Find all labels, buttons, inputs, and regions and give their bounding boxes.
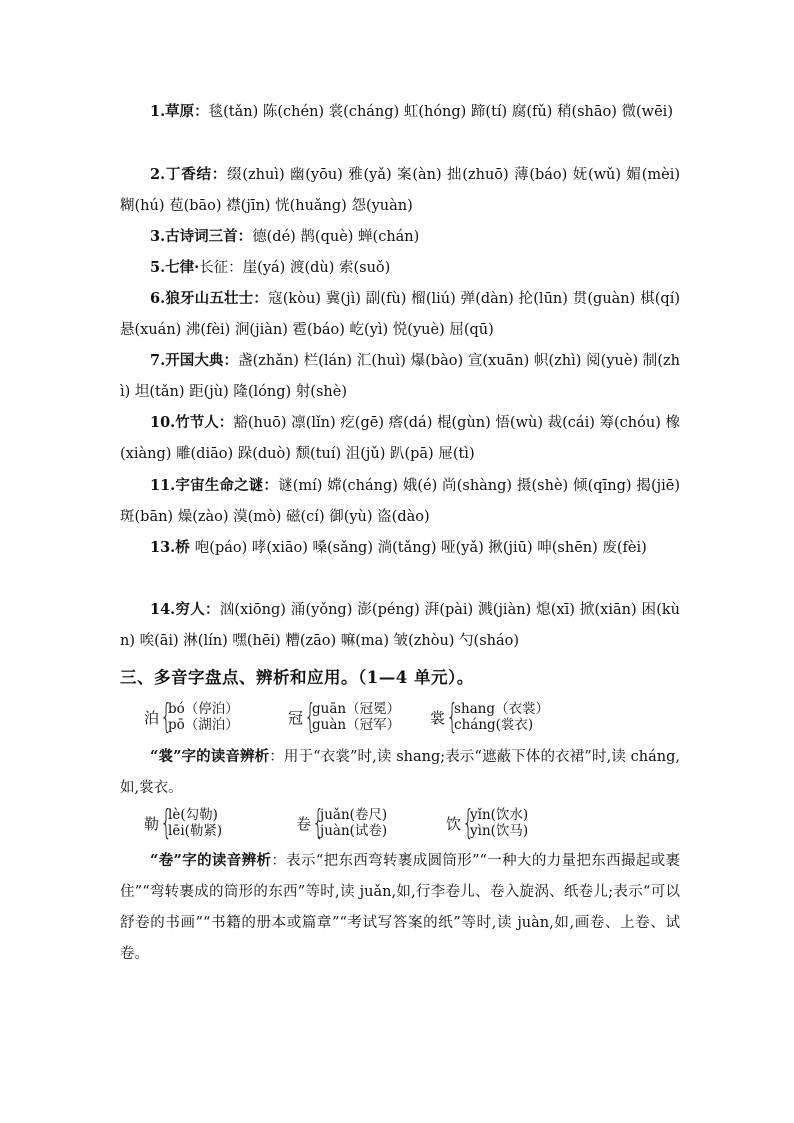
lesson-text: 毯(tǎn) 陈(chén) 裳(cháng) 虹(hóng) 蹄(tí) 腐(fǔ) 稍(shāo) 微(wēi) <box>208 104 673 120</box>
lesson-title: 11.宇宙生命之谜： <box>150 477 279 494</box>
lesson-entry <box>120 221 680 253</box>
lesson-title: 1.草原： <box>150 103 209 120</box>
lesson-entry <box>120 96 680 128</box>
lesson-text: 缀(zhuì) 幽(yōu) 雅(yǎ) 案(àn) 拙(zhuō) 薄(báo) 妩(wǔ) 媚(mèi) 糊(hú) 苞(bāo) 襟(jīn) 恍(huǎng) 怨(yuàn) <box>120 167 680 214</box>
polyphone-char: 饮 <box>446 814 462 833</box>
polyphone-group <box>430 697 549 737</box>
reading: yǐn(饮水) <box>470 807 529 823</box>
lesson-title: 3.古诗词三首： <box>150 228 253 245</box>
lesson-title: 6.狼牙山五壮士： <box>150 290 269 307</box>
lesson-title: 13.桥 <box>150 539 195 556</box>
lesson-text: 长征：崖(yá) 渡(dù) 索(suǒ) <box>199 260 391 276</box>
lesson-text: 谜(mí) 嫦(cháng) 娥(é) 尚(shàng) 摄(shè) 倾(qīng) 揭(jiē) 斑(bān) 燥(zào) 漠(mò) 磁(cí) 御(yù) 盗(dào) <box>120 478 680 525</box>
reading-list <box>470 807 528 839</box>
note-text: ：用于“衣裳”时,读 shang;表示“遮蔽下体的衣裙”时,读 cháng,如,裳衣。 <box>120 749 680 796</box>
polyphone-group <box>446 803 528 843</box>
lesson-text: 汹(xiōng) 涌(yǒng) 澎(péng) 湃(pài) 溅(jiàn) 熄(xī) 掀(xiān) 困(kùn) 唉(āi) 淋(lín) 嘿(hēi) 糟(zāo) 嘛(ma) 皱(zhòu) 勺(sháo) <box>120 602 680 649</box>
lesson-text: 德(dé) 鹊(què) 蝉(chán) <box>252 229 420 245</box>
reading: lè(勾勒) <box>168 807 218 823</box>
reading: juǎn(卷尺) <box>320 807 388 823</box>
brace-icon: { <box>462 803 475 843</box>
reading: cháng(裳衣) <box>454 717 534 733</box>
polyphone-char: 泊 <box>144 708 160 727</box>
reading: juàn(试卷) <box>320 823 388 839</box>
section-heading: 三、多音字盘点、辨析和应用。（1—4 单元）。 <box>120 668 474 687</box>
reading-list <box>454 701 549 733</box>
brace-icon: { <box>446 697 459 737</box>
reading: lēi(勒紧) <box>168 823 223 839</box>
lesson-entry <box>120 283 680 346</box>
lesson-entry <box>120 470 680 533</box>
lesson-entry <box>120 345 680 408</box>
brace-icon: { <box>160 803 173 843</box>
polyphone-group <box>144 803 222 843</box>
note-text: ：表示“把东西弯转裹成圆筒形”“一种大的力量把东西撮起或裹住”“弯转裹成的筒形的东西”等时,读 juǎn,如,行李卷儿、卷入旋涡、纸卷儿;表示“可以舒卷的书画”“书籍的册本或篇章”“考试写答案的纸”等时,读 juàn,如,画卷、上卷、试卷。 <box>120 853 680 962</box>
lesson-text: 咆(páo) 哮(xiāo) 嗓(sǎng) 淌(tǎng) 哑(yǎ) 揪(jiū) 呻(shēn) 废(fèi) <box>194 540 647 556</box>
lesson-text: 豁(huō) 凛(lǐn) 疙(gē) 瘩(dá) 棍(gùn) 悟(wù) 裁(cái) 筹(chóu) 橡(xiàng) 雕(diāo) 跺(duò) 颓(tuí) 沮(jǔ) 趴(pā) 屉(tì) <box>120 415 680 462</box>
reading-list <box>168 807 222 839</box>
lesson-title: 7.开国大典： <box>150 352 239 369</box>
lesson-text: 盏(zhǎn) 栏(lán) 汇(huì) 爆(bào) 宣(xuān) 帜(zhì) 阅(yuè) 制(zhì) 坦(tǎn) 距(jù) 隆(lóng) 射(shè) <box>120 353 680 400</box>
brace-icon: { <box>312 803 325 843</box>
reading: guàn（冠军） <box>312 717 401 733</box>
polyphone-char: 裳 <box>430 708 446 727</box>
lesson-title: 5.七律· <box>150 259 200 276</box>
polyphone-char: 勒 <box>144 814 160 833</box>
polyphone-char: 冠 <box>288 708 304 727</box>
lesson-title: 2.丁香结： <box>150 166 228 183</box>
reading-note <box>120 845 680 970</box>
reading: yìn(饮马) <box>470 823 529 839</box>
polyphone-group <box>144 697 239 737</box>
reading: bó（停泊） <box>168 701 239 717</box>
note-title: “裳”字的读音辨析 <box>150 748 270 765</box>
reading: pō（湖泊） <box>168 717 239 733</box>
lesson-text: 寇(kòu) 冀(jì) 副(fù) 榴(liú) 弹(dàn) 抡(lūn) 贯(guàn) 棋(qí) 悬(xuán) 沸(fèi) 涧(jiàn) 雹(báo) 屹(yì) 悦(yuè) 屈(qū) <box>120 291 680 338</box>
polyphone-row <box>0 803 794 843</box>
brace-icon: { <box>160 697 173 737</box>
lesson-entry <box>120 532 680 564</box>
lesson-entry <box>120 407 680 470</box>
polyphone-row <box>0 697 794 737</box>
lesson-entry <box>120 159 680 222</box>
reading-list <box>320 807 387 839</box>
brace-icon: { <box>304 697 317 737</box>
reading: shang（衣裳） <box>454 701 550 717</box>
reading-note <box>120 741 680 804</box>
lesson-entry <box>120 594 680 657</box>
lesson-title: 14.穷人： <box>150 601 220 618</box>
reading-list <box>312 701 400 733</box>
polyphone-group <box>288 697 400 737</box>
reading-list <box>168 701 239 733</box>
note-title: “卷”字的读音辨析 <box>150 852 272 869</box>
reading: guān（冠冕） <box>312 701 401 717</box>
lesson-title: 10.竹节人： <box>150 414 234 431</box>
polyphone-char: 卷 <box>296 814 312 833</box>
polyphone-group <box>296 803 387 843</box>
lesson-entry <box>120 252 680 284</box>
